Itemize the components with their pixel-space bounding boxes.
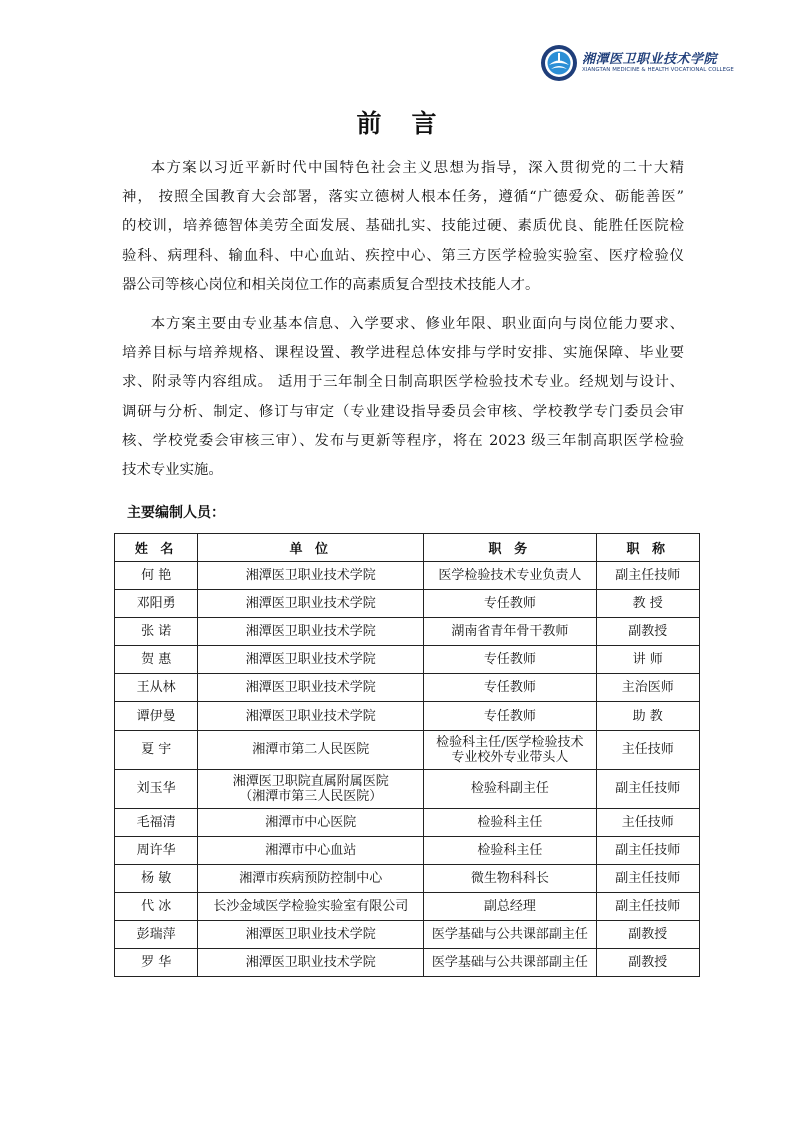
- cell-duty: [424, 730, 596, 769]
- cell-duty-line: 医学检验技术专业负责人: [438, 568, 582, 584]
- cell-rank: 副教授: [596, 949, 700, 977]
- staff-table: [114, 533, 700, 977]
- cell-unit: [198, 920, 424, 948]
- logo-chinese-name: 湘潭医卫职业技术学院: [582, 52, 718, 67]
- cell-rank: 主任技师: [596, 730, 700, 769]
- paragraph-line: 验科、病理科、输血科、中心血站、疾控中心、第三方医学检验实验室、医疗检验仪: [122, 247, 684, 264]
- cell-rank: 副教授: [596, 618, 700, 646]
- cell-unit-line: （湘潭市第三人民医院）: [239, 788, 383, 804]
- table-row: [115, 920, 700, 948]
- cell-rank: 教 授: [596, 590, 700, 618]
- cell-name: 周许华: [115, 836, 198, 864]
- cell-duty: [424, 769, 596, 808]
- cell-unit: [198, 892, 424, 920]
- table-row: [115, 949, 700, 977]
- cell-duty-line: 检验科主任: [477, 814, 543, 830]
- cell-unit-line: 湘潭市中心血站: [265, 842, 357, 858]
- table-row: [115, 769, 700, 808]
- cell-duty: [424, 618, 596, 646]
- cell-name: 代 冰: [115, 892, 198, 920]
- cell-name: 毛福清: [115, 808, 198, 836]
- cell-duty-line: 检验科副主任: [470, 781, 549, 797]
- page-title: 前言: [356, 109, 467, 138]
- cell-unit-line: 湘潭医卫职院直属附属医院: [232, 773, 389, 789]
- cell-name: 刘玉华: [115, 769, 198, 808]
- cell-duty: [424, 949, 596, 977]
- cell-name: 谭伊曼: [115, 702, 198, 730]
- table-row: [115, 808, 700, 836]
- cell-duty: [424, 702, 596, 730]
- cell-rank: 副主任技师: [596, 836, 700, 864]
- cell-duty-line: 检验科主任: [477, 842, 543, 858]
- paragraph-line: 器公司等核心岗位和相关岗位工作的高素质复合型技术技能人才。: [122, 276, 540, 293]
- cell-duty-line: 专任教师: [483, 596, 536, 612]
- cell-unit-line: 湘潭医卫职业技术学院: [245, 708, 376, 724]
- cell-unit-line: 湘潭市中心医院: [265, 814, 357, 830]
- cell-rank: 主治医师: [596, 674, 700, 702]
- header-duty: 职 务: [424, 534, 596, 562]
- paragraph-line: 培养目标与培养规格、课程设置、教学进程总体安排与学时安排、实施保障、毕业要: [122, 345, 684, 362]
- cell-unit: [198, 808, 424, 836]
- cell-unit-line: 湘潭医卫职业技术学院: [245, 955, 376, 971]
- header-unit: 单 位: [198, 534, 424, 562]
- table-row: [115, 590, 700, 618]
- cell-duty-line: 专任教师: [483, 680, 536, 696]
- cell-unit: [198, 674, 424, 702]
- cell-rank: 主任技师: [596, 808, 700, 836]
- paragraph-line: 求、附录等内容组成。 适用于三年制全日制高职医学检验技术专业。经规划与设计、: [122, 374, 684, 391]
- cell-name: 贺 惠: [115, 646, 198, 674]
- cell-rank: 副教授: [596, 920, 700, 948]
- cell-unit-line: 湘潭医卫职业技术学院: [245, 568, 376, 584]
- cell-duty-line: 医学基础与公共课部副主任: [431, 955, 588, 971]
- college-logo: [540, 44, 734, 84]
- table-row: [115, 702, 700, 730]
- cell-rank: 副主任技师: [596, 769, 700, 808]
- cell-unit: [198, 836, 424, 864]
- cell-duty: [424, 808, 596, 836]
- cell-unit: [198, 590, 424, 618]
- header-name: 姓 名: [115, 534, 198, 562]
- staff-section-label: 主要编制人员：: [127, 505, 225, 521]
- cell-unit: [198, 949, 424, 977]
- paragraph-line: 调研与分析、制定、修订与审定（专业建设指导委员会审核、学校教学专门委员会审: [122, 403, 684, 420]
- cell-unit: [198, 702, 424, 730]
- cell-unit-line: 湘潭医卫职业技术学院: [245, 652, 376, 668]
- cell-name: 邓阳勇: [115, 590, 198, 618]
- cell-name: 罗 华: [115, 949, 198, 977]
- cell-duty: [424, 674, 596, 702]
- table-row: [115, 618, 700, 646]
- table-row: [115, 892, 700, 920]
- paragraph-line: 本方案主要由专业基本信息、入学要求、修业年限、职业面向与岗位能力要求、: [150, 316, 684, 332]
- cell-duty-line: 专任教师: [483, 708, 536, 724]
- header-rank: 职 称: [596, 534, 700, 562]
- cell-name: 夏 宇: [115, 730, 198, 769]
- cell-unit: [198, 562, 424, 590]
- preface-paragraph-1: [122, 154, 684, 300]
- paragraph-line: 核、学校党委会审核三审）、发布与更新等程序，将在 2023 级三年制高职医学检验: [122, 432, 684, 449]
- college-emblem-icon: [540, 44, 578, 82]
- cell-name: 张 诺: [115, 618, 198, 646]
- cell-duty-line: 专任教师: [483, 652, 536, 668]
- cell-unit: [198, 730, 424, 769]
- paragraph-line: 神， 按照全国教育大会部署，落实立德树人根本任务，遵循“广德爱众、砺能善医”: [122, 189, 684, 206]
- cell-unit: [198, 864, 424, 892]
- cell-unit-line: 湘潭医卫职业技术学院: [245, 926, 376, 942]
- cell-rank: 副主任技师: [596, 864, 700, 892]
- cell-duty-line: 检验科主任/医学检验技术: [436, 734, 584, 750]
- cell-duty: [424, 920, 596, 948]
- paragraph-line: 本方案以习近平新时代中国特色社会主义思想为指导，深入贯彻党的二十大精: [150, 160, 684, 176]
- cell-rank: 助 教: [596, 702, 700, 730]
- table-row: [115, 646, 700, 674]
- cell-unit-line: 湘潭医卫职业技术学院: [245, 680, 376, 696]
- cell-duty: [424, 562, 596, 590]
- cell-unit: [198, 769, 424, 808]
- cell-duty: [424, 590, 596, 618]
- table-row: [115, 836, 700, 864]
- cell-duty-line: 副总经理: [483, 898, 536, 914]
- cell-duty-line: 微生物科科长: [470, 870, 549, 886]
- preface-paragraph-2: [122, 310, 684, 485]
- cell-duty-line: 湖南省青年骨干教师: [451, 624, 569, 640]
- cell-unit: [198, 646, 424, 674]
- cell-unit-line: 湘潭市疾病预防控制中心: [239, 870, 383, 886]
- table-row: [115, 730, 700, 769]
- cell-rank: 副主任技师: [596, 892, 700, 920]
- logo-english-name: XIANGTAN MEDICINE & HEALTH VOCATIONAL COLLEGE: [582, 67, 734, 73]
- paragraph-line: 的校训，培养德智体美劳全面发展、基础扎实、技能过硬、素质优良、能胜任医院检: [122, 218, 684, 235]
- cell-duty-line: 专业校外专业带头人: [451, 749, 569, 765]
- cell-unit-line: 湘潭市第二人民医院: [252, 742, 370, 758]
- cell-name: 王从林: [115, 674, 198, 702]
- cell-unit: [198, 618, 424, 646]
- cell-name: 何 艳: [115, 562, 198, 590]
- cell-duty: [424, 646, 596, 674]
- paragraph-line: 技术专业实施。: [122, 461, 223, 478]
- cell-rank: 讲 师: [596, 646, 700, 674]
- cell-rank: 副主任技师: [596, 562, 700, 590]
- table-row: [115, 674, 700, 702]
- table-header-row: [115, 534, 700, 562]
- cell-name: 杨 敏: [115, 864, 198, 892]
- cell-duty: [424, 836, 596, 864]
- table-row: [115, 562, 700, 590]
- cell-duty-line: 医学基础与公共课部副主任: [431, 926, 588, 942]
- cell-unit-line: 长沙金域医学检验实验室有限公司: [213, 898, 409, 914]
- cell-unit-line: 湘潭医卫职业技术学院: [245, 596, 376, 612]
- table-row: [115, 864, 700, 892]
- cell-unit-line: 湘潭医卫职业技术学院: [245, 624, 376, 640]
- cell-duty: [424, 864, 596, 892]
- cell-duty: [424, 892, 596, 920]
- cell-name: 彭瑞萍: [115, 920, 198, 948]
